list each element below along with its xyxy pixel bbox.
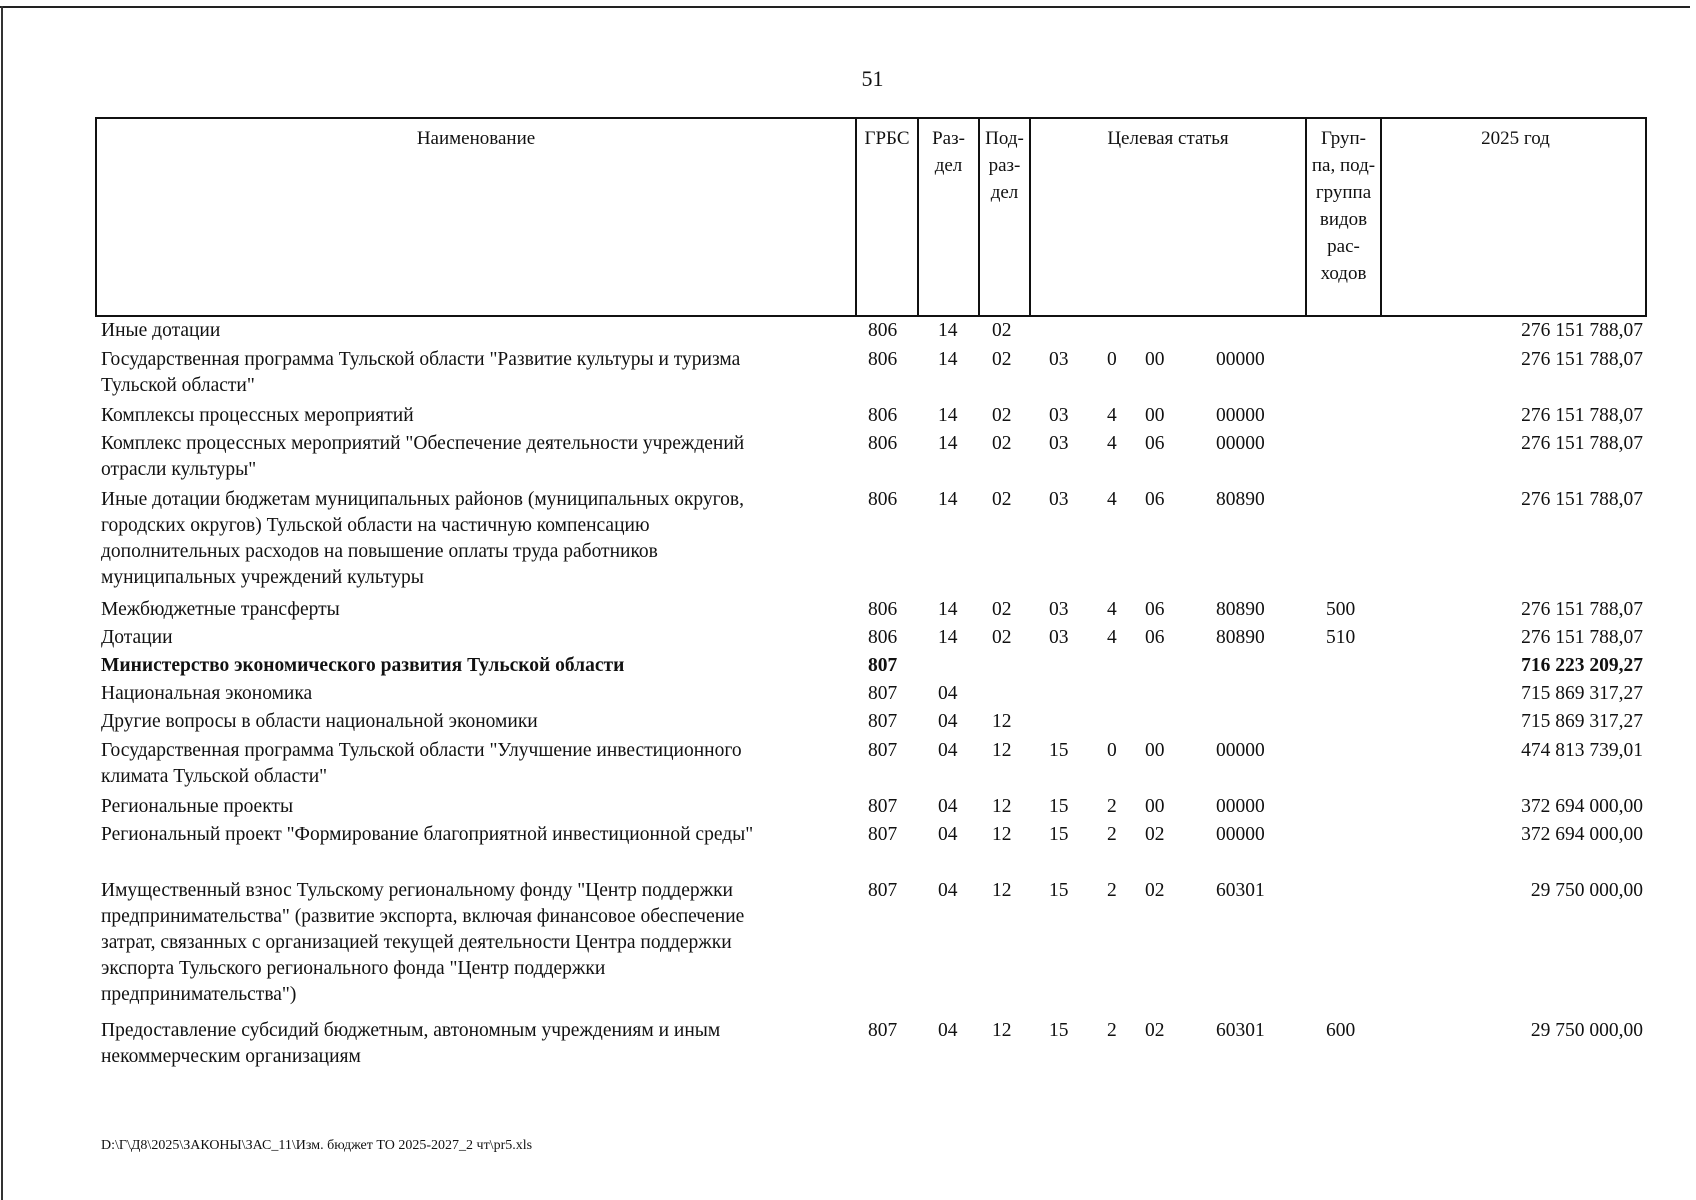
row-grbs: 806: [868, 433, 898, 454]
row-amount: 29 750 000,00: [1530, 880, 1643, 901]
row-grbs: 806: [868, 405, 898, 426]
scan-border-top: [0, 6, 1690, 8]
row-name: Комплекс процессных мероприятий "Обеспечение деятельности учреждений отрасли культуры": [101, 433, 745, 480]
row-razdel: 14: [938, 627, 958, 648]
row-target-element: 06: [1145, 489, 1165, 510]
row-target-program: 15: [1049, 824, 1069, 845]
row-amount: 276 151 788,07: [1521, 489, 1643, 510]
row-grbs: 806: [868, 489, 898, 510]
row-target-element: 02: [1145, 824, 1165, 845]
file-path-footer: D:\Г\Д8\2025\ЗАКОНЫ\ЗАС_11\Изм. бюджет ТО 2025-2027_2 чт\pr5.xls: [101, 1138, 533, 1153]
row-podrazdel: 12: [992, 880, 1012, 901]
row-amount: 474 813 739,01: [1521, 740, 1643, 761]
row-name: Региональный проект "Формирование благоприятной инвестиционной среды": [101, 824, 754, 845]
row-podrazdel: 02: [992, 320, 1012, 341]
row-target-program: 03: [1049, 349, 1069, 370]
row-target-program: 15: [1049, 880, 1069, 901]
row-grbs: 807: [868, 880, 898, 901]
row-amount: 276 151 788,07: [1521, 320, 1643, 341]
row-target-element: 02: [1145, 1020, 1165, 1041]
row-target-type: 4: [1107, 489, 1117, 510]
header-podrazdel: Под- раз- дел: [985, 128, 1024, 203]
row-razdel: 14: [938, 320, 958, 341]
row-expense-group: 500: [1326, 599, 1356, 620]
row-podrazdel: 02: [992, 433, 1012, 454]
row-target-direction: 00000: [1216, 796, 1265, 817]
row-razdel: 04: [938, 711, 958, 732]
row-name: Государственная программа Тульской области "Улучшение инвестиционного климата Тульской области": [101, 740, 742, 787]
row-target-program: 03: [1049, 405, 1069, 426]
row-razdel: 04: [938, 740, 958, 761]
header-target-article: Целевая статья: [1107, 128, 1229, 149]
row-razdel: 14: [938, 489, 958, 510]
scan-border-left: [1, 6, 3, 1200]
row-target-element: 00: [1145, 349, 1165, 370]
row-razdel: 04: [938, 1020, 958, 1041]
row-name: Имущественный взнос Тульскому региональному фонду "Центр поддержки предпринимательства" (развитие экспорта, включая финансовое обеспечение затрат, связанных с организацией текущей деятельности Центра поддержки экспорта Тульского регионального фонда "Центр поддержки предпринимательства"): [101, 880, 745, 1005]
row-amount: 276 151 788,07: [1521, 627, 1643, 648]
row-grbs: 807: [868, 711, 898, 732]
row-target-direction: 80890: [1216, 627, 1265, 648]
row-amount: 372 694 000,00: [1521, 796, 1643, 817]
row-target-type: 4: [1107, 599, 1117, 620]
row-amount: 276 151 788,07: [1521, 405, 1643, 426]
row-podrazdel: 02: [992, 489, 1012, 510]
header-year: 2025 год: [1481, 128, 1550, 149]
row-target-program: 03: [1049, 433, 1069, 454]
row-target-element: 00: [1145, 796, 1165, 817]
row-target-direction: 00000: [1216, 824, 1265, 845]
row-target-element: 02: [1145, 880, 1165, 901]
header-grbs: ГРБС: [864, 128, 910, 149]
row-target-element: 06: [1145, 627, 1165, 648]
row-grbs: 807: [868, 824, 898, 845]
row-grbs: 807: [868, 740, 898, 761]
row-grbs: 807: [868, 683, 898, 704]
header-name: Наименование: [416, 128, 536, 149]
row-podrazdel: 12: [992, 796, 1012, 817]
table-header: [95, 117, 1647, 317]
row-target-direction: 00000: [1216, 349, 1265, 370]
row-amount: 276 151 788,07: [1521, 433, 1643, 454]
row-target-element: 00: [1145, 405, 1165, 426]
row-razdel: 14: [938, 433, 958, 454]
row-razdel: 04: [938, 880, 958, 901]
row-amount: 716 223 209,27: [1521, 655, 1643, 676]
row-podrazdel: 02: [992, 599, 1012, 620]
row-grbs: 807: [868, 1020, 898, 1041]
row-target-direction: 00000: [1216, 740, 1265, 761]
row-name: Национальная экономика: [101, 683, 313, 704]
row-target-type: 2: [1107, 796, 1117, 817]
row-podrazdel: 02: [992, 405, 1012, 426]
row-target-type: 4: [1107, 405, 1117, 426]
row-target-direction: 00000: [1216, 405, 1265, 426]
row-target-program: 15: [1049, 796, 1069, 817]
row-target-program: 03: [1049, 599, 1069, 620]
row-target-type: 4: [1107, 627, 1117, 648]
row-name: Дотации: [101, 627, 173, 648]
row-target-program: 15: [1049, 1020, 1069, 1041]
row-amount: 276 151 788,07: [1521, 599, 1643, 620]
row-target-element: 06: [1145, 433, 1165, 454]
row-razdel: 04: [938, 796, 958, 817]
row-podrazdel: 12: [992, 1020, 1012, 1041]
row-podrazdel: 12: [992, 740, 1012, 761]
row-target-element: 00: [1145, 740, 1165, 761]
row-target-program: 03: [1049, 627, 1069, 648]
row-razdel: 04: [938, 824, 958, 845]
row-target-type: 2: [1107, 880, 1117, 901]
row-grbs: 807: [868, 796, 898, 817]
row-target-type: 0: [1107, 349, 1117, 370]
row-target-element: 06: [1145, 599, 1165, 620]
row-amount: 715 869 317,27: [1521, 711, 1643, 732]
row-expense-group: 510: [1326, 627, 1356, 648]
row-podrazdel: 02: [992, 349, 1012, 370]
row-target-type: 2: [1107, 1020, 1117, 1041]
row-target-program: 03: [1049, 489, 1069, 510]
row-target-program: 15: [1049, 740, 1069, 761]
row-grbs: 806: [868, 320, 898, 341]
row-razdel: 14: [938, 405, 958, 426]
row-grbs: 806: [868, 599, 898, 620]
row-podrazdel: 12: [992, 824, 1012, 845]
row-target-direction: 60301: [1216, 880, 1265, 901]
row-name: Министерство экономического развития Тульской области: [101, 655, 625, 676]
row-target-type: 0: [1107, 740, 1117, 761]
header-expense-group: Груп- па, под- группа видов рас- ходов: [1311, 128, 1376, 284]
row-podrazdel: 02: [992, 627, 1012, 648]
row-amount: 372 694 000,00: [1521, 824, 1643, 845]
row-grbs: 806: [868, 349, 898, 370]
row-amount: 715 869 317,27: [1521, 683, 1643, 704]
row-name: Государственная программа Тульской области "Развитие культуры и туризма Тульской области": [101, 349, 741, 396]
row-target-type: 4: [1107, 433, 1117, 454]
row-target-direction: 80890: [1216, 489, 1265, 510]
row-name: Комплексы процессных мероприятий: [101, 405, 414, 426]
row-grbs: 807: [868, 655, 898, 676]
row-target-type: 2: [1107, 824, 1117, 845]
row-name: Иные дотации бюджетам муниципальных районов (муниципальных округов, городских округов) Тульской области на частичную компенсацию дополнительных расходов на повышение оплаты труда работников муниципальных учреждений культуры: [101, 489, 745, 588]
row-target-direction: 00000: [1216, 433, 1265, 454]
row-razdel: 04: [938, 683, 958, 704]
row-razdel: 14: [938, 349, 958, 370]
page-number: 51: [861, 66, 884, 91]
row-target-direction: 80890: [1216, 599, 1265, 620]
row-amount: 276 151 788,07: [1521, 349, 1643, 370]
row-name: Другие вопросы в области национальной экономики: [101, 711, 538, 732]
header-razdel: Раз- дел: [932, 128, 965, 176]
row-razdel: 14: [938, 599, 958, 620]
row-target-direction: 60301: [1216, 1020, 1265, 1041]
row-expense-group: 600: [1326, 1020, 1356, 1041]
row-amount: 29 750 000,00: [1530, 1020, 1643, 1041]
row-name: Региональные проекты: [101, 796, 294, 817]
row-name: Иные дотации: [101, 320, 221, 341]
row-podrazdel: 12: [992, 711, 1012, 732]
row-grbs: 806: [868, 627, 898, 648]
row-name: Межбюджетные трансферты: [101, 599, 340, 620]
row-name: Предоставление субсидий бюджетным, автономным учреждениям и иным некоммерческим организациям: [101, 1020, 721, 1067]
